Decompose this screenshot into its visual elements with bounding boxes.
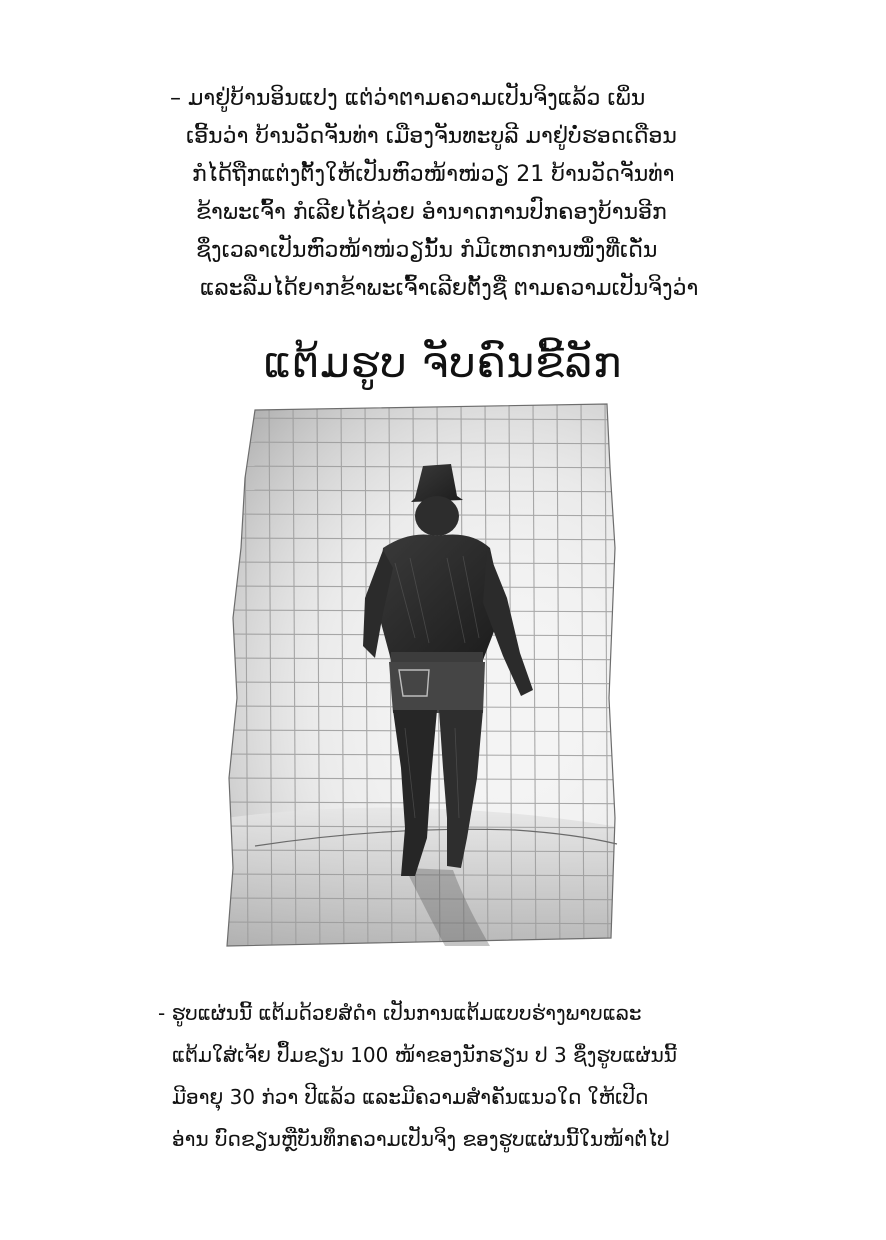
pencil-sketch-image [215,398,685,963]
caption-line: ມີອາຍຸ 30 ກ່ວາ ປີແລ້ວ ແລະມີຄວາມສຳຄັນແນວໃດ ໃຫ້ເປີດ [172,1085,649,1109]
grid-line-horizontal [215,946,685,948]
intro-line: ເອີ້ນວ່າ ບ້ານວັດຈັນທ່າ ເມືອງຈັນທະບູລີ ມາຢູ່ບໍ່ຮອດເດືອນ [186,124,677,149]
caption-line: ແຕ້ມໃສ່ເຈ້ຍ ປຶ້ມຂຽນ 100 ໜ້າຂອງນັກຮຽນ ປ 3 ຊຶ່ງຮູບແຜ່ນນີ້ [172,1043,677,1067]
caption-line: ອ່ານ ບົດຂຽນຫຼືບັນທຶກຄວາມເປັນຈິງ ຂອງຮູບແຜ່ນນີ້ໃນໜ້າຕໍ່ໄປ [172,1127,670,1151]
intro-line: – ມາຢູ່ບ້ານອິນແປງ ແຕ່ວ່າຕາມຄວາມເປັນຈິງແລ້ວ ເພິ່ນ [170,86,646,111]
caption-line: - ຮູບແຜ່ນນີ້ ແຕ້ມດ້ວຍສໍດຳ ເປັນການແຕ້ມແບບຮ່າງພາບແລະ [158,1001,642,1025]
drawing-title: ແຕ້ມຮູບ ຈັບຄົນຂີ້ລັກ [263,338,623,387]
intro-line: ຊຶ່ງເວລາເປັນຫົວໜ້າໜ່ວຽນັ້ນ ກໍມີເຫດການໜຶ່ງທີ່ເດັ່ນ [196,238,658,263]
intro-line: ແລະລືມໄດ້ຍາກຂ້າພະເຈົ້າເລີຍຕັ້ງຊື່ ຕາມຄວາມເປັນຈິງວ່າ [200,276,699,301]
intro-line: ກໍໄດ້ຖືກແຕ່ງຕັ້ງໃຫ້ເປັນຫົວໜ້າໜ່ວຽ 21 ບ້ານວັດຈັນທ່າ [192,162,675,187]
caption-paragraph [158,992,778,1160]
intro-paragraph [170,80,770,308]
intro-line: ຂ້າພະເຈົ້າ ກໍເລີຍໄດ້ຊ່ວຍ ອຳນາດການປົກຄອງບ້ານອີກ [196,200,667,225]
